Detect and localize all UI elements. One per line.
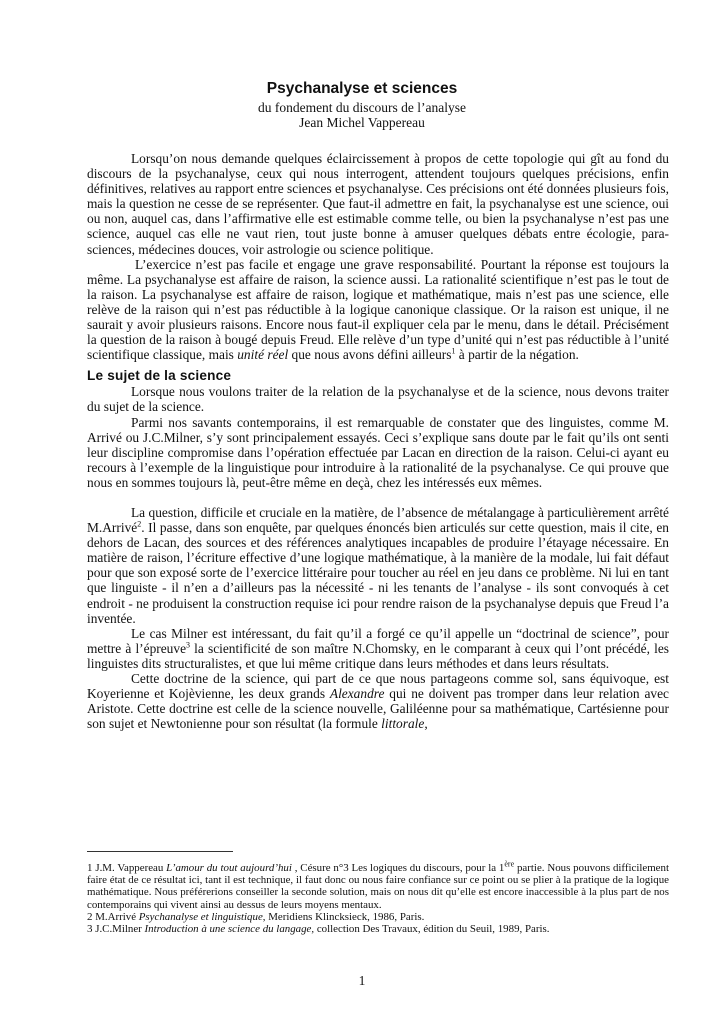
paragraph-text: à partir de la négation. bbox=[455, 347, 579, 363]
footnote-title: Psychanalyse et linguistique bbox=[138, 910, 263, 923]
paragraph-text: la scientificité de son maître N.Chomsky, en le comparant à ceux qui l’ont précédé, les linguistes dits structuralistes, et que lui même critique dans leurs méthodes et dans leurs résultats. bbox=[87, 640, 669, 671]
footnote-ref-2[interactable]: 2 bbox=[137, 519, 142, 529]
footnote-ref-1[interactable]: 1 bbox=[451, 346, 456, 356]
paragraph-gap bbox=[87, 490, 669, 505]
paragraph-linguists: Parmi nos savants contemporains, il est remarquable de constater que des linguistes, comme M. Arrivé ou J.C.Milner, s’y sont principalement essayés. Ceci s’explique sans doute par le fait qu’ils ont senti leur discipline compromise dans l’opération effectuée par Lacan en direction de la raison. Celui-ci ayant eu recours à l’exemple de la linguistique pour introduire à la rationalité de la psychanalyse. Ce qui prouve que nous en sommes toujours là, peut-être même en deçà, chez les intéressés eux mêmes. bbox=[87, 414, 669, 490]
paragraph-text: Cette doctrine de la science, qui part de ce que nous partageons comme sol, sans équivoque, est Koyerienne et Kojèvienne, les deux grands bbox=[87, 671, 669, 702]
paragraph-intro: Lorsqu’on nous demande quelques éclaircissement à propos de cette topologie qui gît au fond du discours de la psychanalyse, ceux qui nous interrogent, attendent toujours quelques précisions, enfin définitives, relatives au rapport entre sciences et psychanalyse. Ces précisions ont été données plusieurs fois, mais la question ne cesse de se représenter. Que faut-il admettre en fait, la psychanalyse est une science, oui ou non, auquel cas, dans l’affirmative elle est estimable comme telle, ou bien la psychanalyse n’est pas une science, auquel cas elle ne vaut rien, tout juste bonne à amuser quelques débats entre écologie, para-sciences, médecines douces, voir astrologie ou science politique. bbox=[87, 151, 669, 257]
paragraph-milner bbox=[87, 626, 669, 671]
paragraph-text: . Il passe, dans son enquête, par quelques énoncés bien articulés sur cette question, mais il cite, en dehors de Lacan, des sources et des références analytiques incapables de produire l’étayage nécessaire. En matière de raison, l’écriture effective d’une logique mathématique, à la manière de la modale, lui fait défaut pour que son exposé sorte de l’exercice littéraire pour toucher au réel en jeu dans ce problème. Ni lui en tant que linguiste - il n’en a d’ailleurs pas la nécessité - ni les tenants de l’analyse - ils sont convoqués à cet endroit - ne produisent la construction requise ici pour rendre raison de la psychanalyse depuis que Freud l’a inventée. bbox=[87, 520, 669, 626]
footnote-text: M.Arrivé bbox=[92, 910, 139, 923]
paragraph-text: Le cas Milner est intéressant, du fait qu’il a forgé ce qu’il appelle un “doctrinal de science”, pour mettre à l’épreuve bbox=[87, 625, 669, 656]
paragraph-metalanguage bbox=[87, 505, 669, 626]
footnote-title: Introduction à une science du langage, bbox=[144, 923, 315, 936]
footnote-title: L’amour du tout aujourd’hui bbox=[166, 862, 292, 874]
document-title: Psychanalyse et sciences bbox=[266, 80, 458, 97]
paragraph-text: que nous avons défini ailleurs bbox=[288, 347, 452, 363]
document-body bbox=[87, 151, 669, 731]
paragraph-text: qui ne doivent pas tromper dans leur relation avec Aristote. Cette doctrine est celle de la science nouvelle, Galiléenne pour sa mathématique, Cartésienne pour son sujet et Newtonienne pour son résultat (la formule bbox=[87, 686, 669, 732]
footnote-ref-3[interactable]: 3 bbox=[186, 640, 191, 650]
paragraph-text: , bbox=[424, 716, 428, 732]
emphasis-text: unité réel bbox=[237, 347, 289, 363]
footnote-1 bbox=[87, 859, 669, 911]
footnote-3 bbox=[87, 923, 669, 935]
superscript-text: ère bbox=[504, 859, 515, 869]
paragraph-doctrine bbox=[87, 671, 669, 731]
footnotes bbox=[87, 859, 669, 936]
section-heading: Le sujet de la science bbox=[87, 368, 232, 384]
emphasis-text: Alexandre bbox=[329, 686, 385, 702]
footnote-number: 2 bbox=[87, 910, 93, 923]
footnote-text: J.M. Vappereau bbox=[92, 862, 167, 874]
footnote-text: J.C.Milner bbox=[92, 923, 145, 936]
footnote-number: 1 bbox=[87, 862, 93, 874]
page-number: 1 bbox=[358, 973, 366, 988]
footnote-text: collection Des Travaux, édition du Seuil, 1989, Paris. bbox=[314, 923, 550, 936]
paragraph-text: L’exercice n’est pas facile et engage une grave responsabilité. Pourtant la réponse est toujours la même. La psychanalyse est affaire de raison, la science aussi. La rationalité scientifique n’est pas le tout de la raison. La psychanalyse est affaire de raison, logique et mathématique, mais n’est pas une science, elle relève de la raison qui n’est pas réductible à la logique canonique classique. Or la raison est unique, il ne saurait y avoir plusieurs raisons. Encore nous faut-il expliquer cela par le menu, dans le détail. Précisément la question de la raison à bougé depuis Freud. Elle relève d’un type d’unité qui n’est pas réductible à l’unité scientifique classique, mais bbox=[87, 256, 669, 363]
footnote-text: , Césure n°3 Les logiques du discours, pour la 1 bbox=[291, 862, 505, 874]
footnote-number: 3 bbox=[87, 923, 93, 936]
paragraph-text: La question, difficile et cruciale en la matière, de l’absence de métalangage à particulièrement arrêté M.Arrivé bbox=[87, 504, 669, 536]
paragraph-exercise bbox=[87, 257, 669, 363]
footnote-separator bbox=[87, 851, 233, 852]
footnote-text: , Meridiens Klincksieck, 1986, Paris. bbox=[262, 910, 425, 923]
footnote-text: partie. Nous pouvons difficilement faire état de ce résultat ici, tant il est technique, il faut donc ou nous faire confiance sur ce point ou se plier à la pratique de la logique mathématique. Nous préférerions conseiller la seconde solution, mais on nous dit qu’elle est encore inaccessible à la plus part de nos contemporains qui vivent ainsi au dessus de leurs moyens mentaux. bbox=[87, 862, 669, 911]
emphasis-text: littorale bbox=[381, 716, 425, 732]
document-subtitle: du fondement du discours de l’analyse bbox=[257, 100, 467, 115]
footnote-2 bbox=[87, 911, 669, 923]
paragraph-subject: Lorsque nous voulons traiter de la relation de la psychanalyse et de la science, nous devons traiter du sujet de la science. bbox=[87, 384, 669, 415]
document-author: Jean Michel Vappereau bbox=[299, 115, 425, 130]
